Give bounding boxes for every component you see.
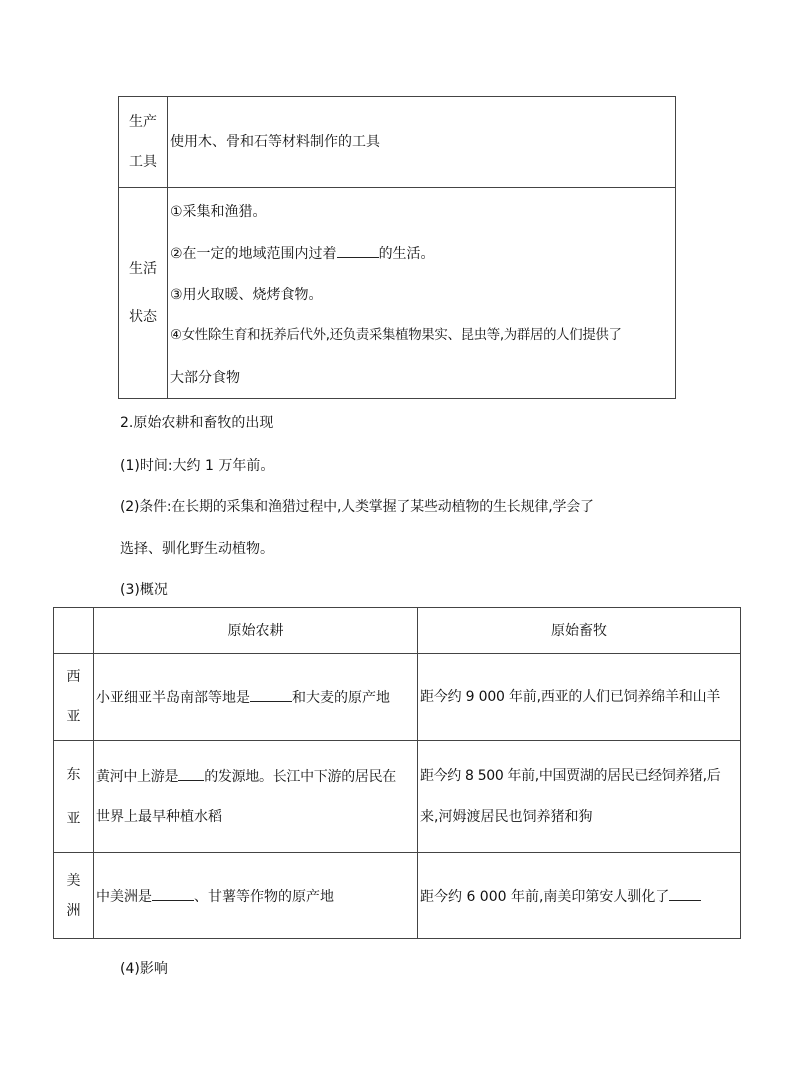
region-east-asia — [54, 741, 93, 852]
east-asia-herding-cont: 来,河姆渡居民也饲养猪和狗 — [420, 809, 593, 825]
east-asia-herding: 距今约 8 500 年前,中国贾湖的居民已经饲养猪,后 — [420, 768, 721, 784]
region-text: 亚 — [66, 709, 81, 725]
section-title: 2.原始农耕和畜牧的出现 — [120, 415, 274, 431]
row-header-text: 工具 — [129, 154, 157, 170]
table-1-border-top — [118, 96, 676, 97]
table-1-column-divider — [167, 96, 168, 399]
life-text: ②在一定的地域范围内过着 — [170, 246, 337, 262]
life-text: 大部分食物 — [170, 370, 240, 386]
region-text: 东 — [66, 766, 81, 783]
condition-paragraph-cont: 选择、驯化野生动植物。 — [120, 541, 274, 557]
americas-herding — [420, 886, 740, 907]
life-text: ③用火取暖、烧烤食物。 — [170, 287, 323, 303]
region-americas — [54, 853, 93, 938]
fill-in-blank — [152, 886, 194, 901]
life-item-3 — [170, 285, 676, 305]
row-header-life — [119, 188, 167, 398]
region-text: 洲 — [66, 902, 81, 919]
table-2-divider — [53, 740, 741, 741]
row-header-text: 状态 — [129, 309, 157, 325]
overview-heading: (3)概况 — [120, 582, 168, 598]
time-paragraph: (1)时间:大约 1 万年前。 — [120, 458, 275, 474]
table-2-column-divider — [93, 607, 94, 939]
fill-in-blank — [250, 687, 292, 702]
cell-text: 黄河中上游是 — [96, 769, 179, 785]
row-header-text: 生产 — [129, 114, 157, 130]
east-asia-farming — [96, 766, 416, 787]
cell-text: 距今约 6 000 年前,南美印第安人驯化了 — [420, 889, 670, 905]
life-item-2 — [170, 243, 676, 264]
east-asia-farming-cont: 世界上最早种植水稻 — [96, 809, 222, 825]
tools-text: 使用木、骨和石等材料制作的工具 — [170, 134, 380, 150]
region-text: 美 — [66, 872, 81, 889]
americas-farming — [96, 886, 416, 907]
cell-text: 和大麦的原产地 — [292, 690, 390, 706]
west-asia-farming — [96, 687, 416, 708]
header-herding: 原始畜牧 — [551, 622, 607, 639]
life-text: 的生活。 — [378, 246, 435, 262]
table-2-border-right — [740, 607, 741, 939]
impact-heading: (4)影响 — [120, 961, 168, 977]
life-item-1 — [170, 202, 676, 222]
fill-in-blank — [337, 243, 379, 258]
life-text: ①采集和渔猎。 — [170, 204, 267, 220]
cell-text: 的发源地。长江中下游的居民在 — [204, 769, 397, 785]
cell-text: 、甘薯等作物的原产地 — [194, 889, 334, 905]
table-1-border-bottom — [118, 398, 676, 399]
table-2-border-bottom — [53, 938, 741, 939]
header-farming: 原始农耕 — [227, 622, 284, 639]
cell-text: 小亚细亚半岛南部等地是 — [96, 690, 250, 706]
life-text: ④女性除生育和抚养后代外,还负责采集植物果实、昆虫等,为群居的人们提供了 — [170, 328, 622, 343]
table-2-divider — [53, 852, 741, 853]
region-west-asia — [54, 654, 93, 740]
cell-text: 中美洲是 — [96, 889, 152, 905]
region-text: 亚 — [66, 810, 81, 827]
table-1-divider — [118, 187, 676, 188]
table-2-divider — [53, 653, 741, 654]
region-text: 西 — [66, 669, 81, 685]
life-item-4-cont — [170, 368, 676, 388]
fill-in-blank — [178, 766, 204, 781]
table-2-column-divider — [417, 607, 418, 939]
west-asia-herding: 距今约 9 000 年前,西亚的人们已饲养绵羊和山羊 — [420, 689, 721, 705]
row-header-text: 生活 — [129, 261, 157, 277]
life-item-4 — [170, 326, 676, 346]
condition-paragraph: (2)条件:在长期的采集和渔猎过程中,人类掌握了某些动植物的生长规律,学会了 — [120, 499, 594, 515]
fill-in-blank — [669, 886, 701, 901]
row-header-tools — [119, 97, 167, 187]
tools-content — [170, 132, 670, 152]
